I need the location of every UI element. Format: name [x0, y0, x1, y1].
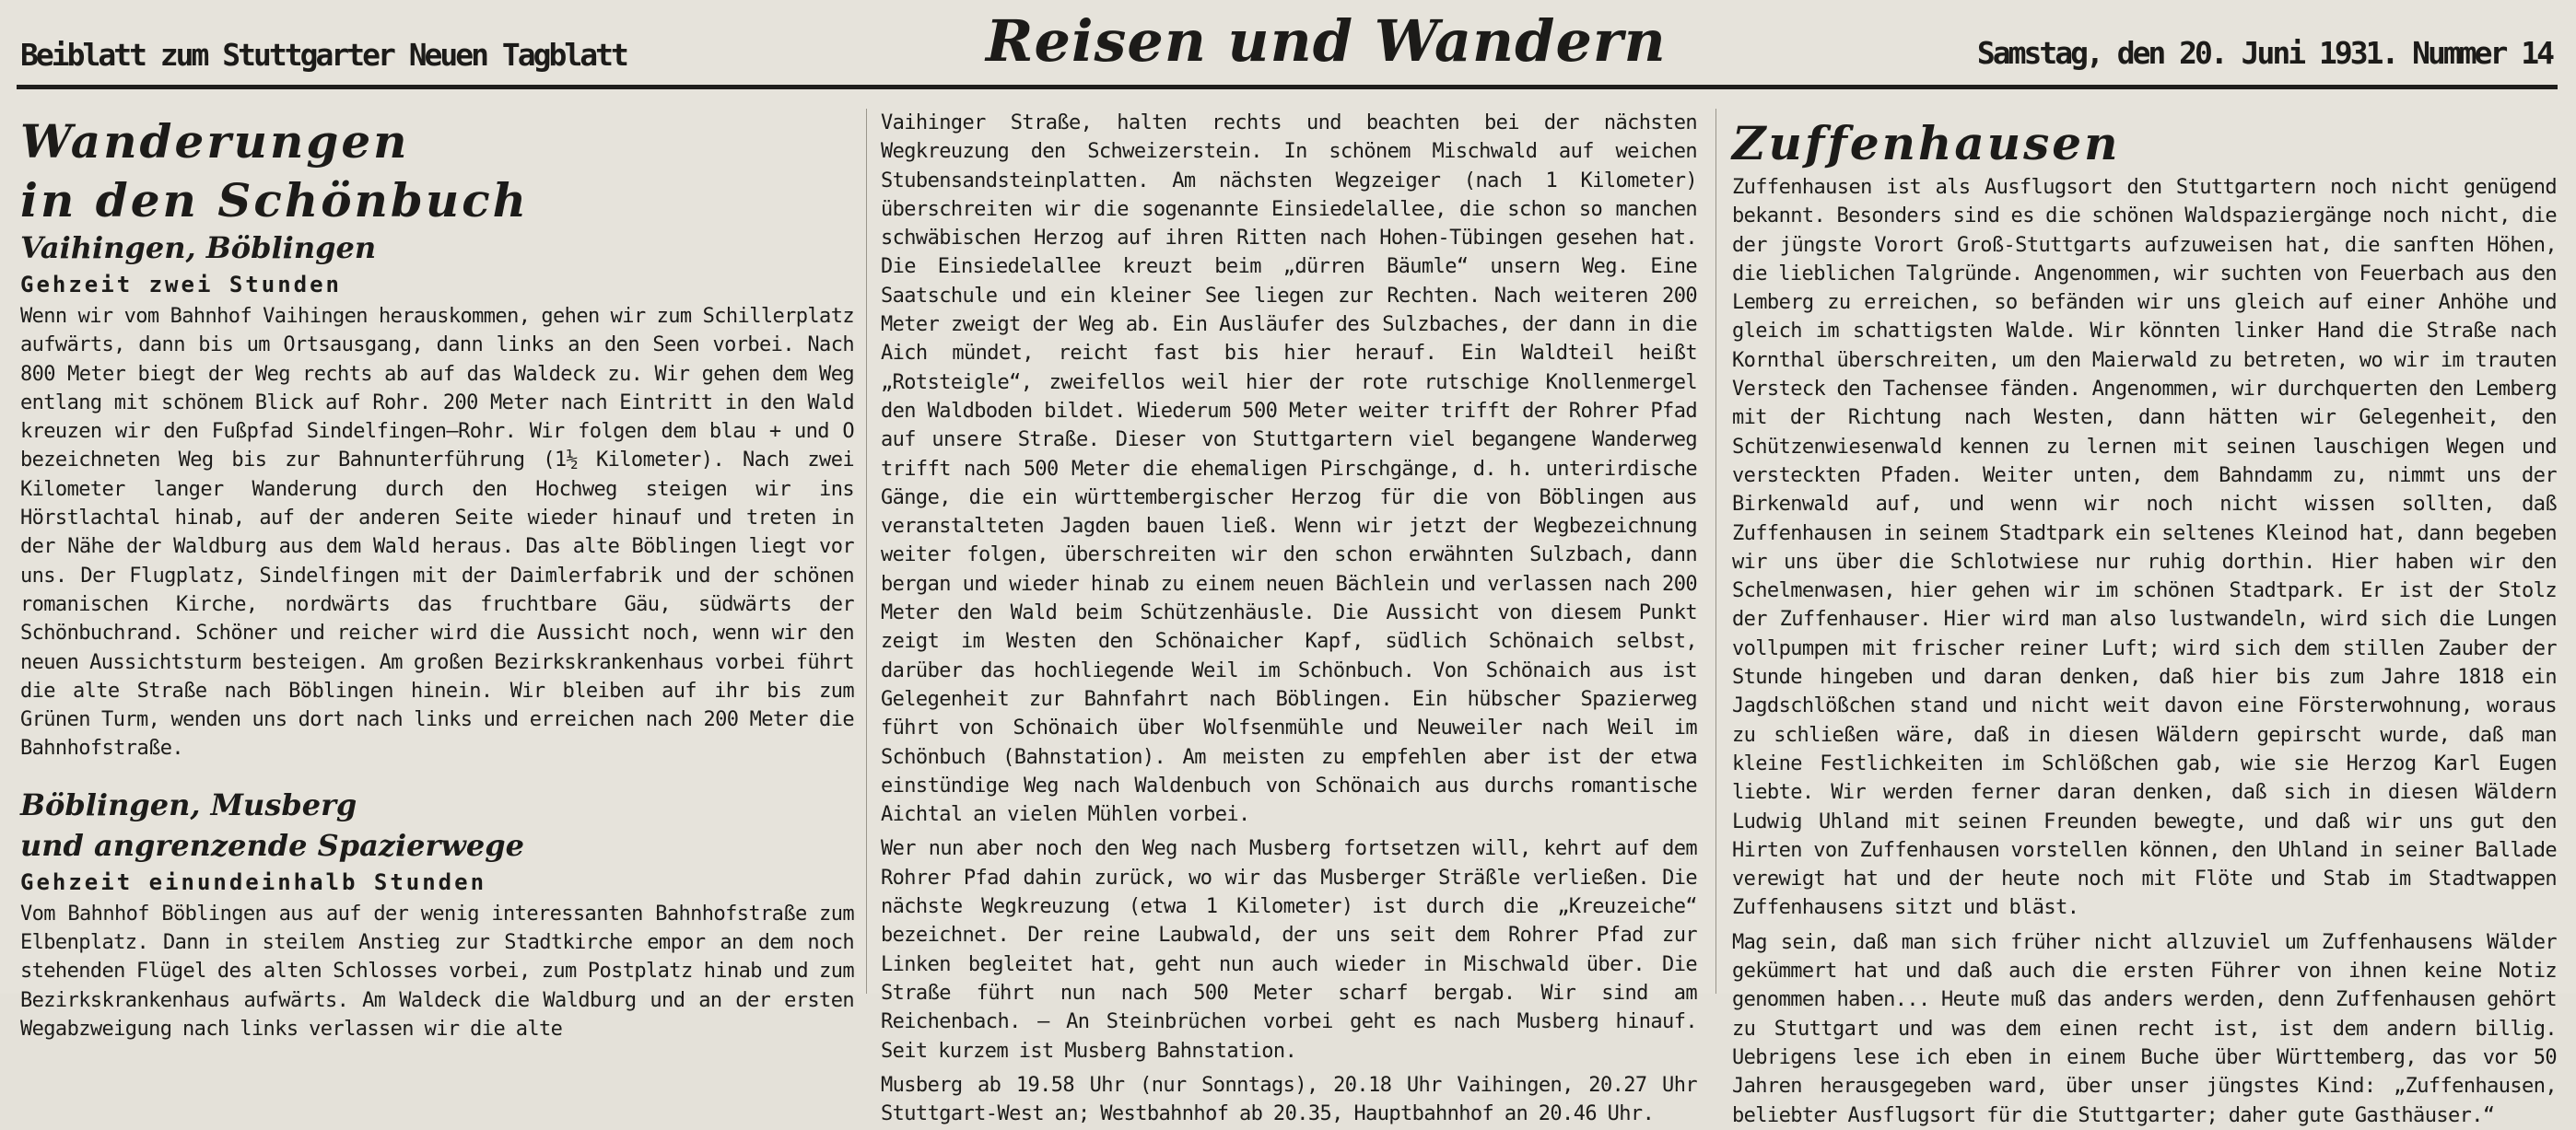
column-divider — [866, 109, 867, 994]
timetable-text: Musberg ab 19.58 Uhr (nur Sonntags), 20.18 Uhr Vaihingen, 20.27 Uhr Stuttgart-West an; Westbahnhof ab 20.35, Hauptbahnhof an 20.46 Uhr. — [881, 1073, 1697, 1126]
route-description: Vom Bahnhof Böblingen aus auf der wenig interessanten Bahnhofstraße zum Elbenplatz. Dann in steilem Anstieg zur Stadtkirche empor an dem noch stehenden Flügel des alten Schlosses vorbei, zum Postplatz hinab und zum Bezirkskrankenhaus aufwärts. Am Waldeck die Waldburg und an der ersten Wegabzweigung nach links verlassen wir die alte — [20, 902, 854, 1041]
supplement-label: Beiblatt zum Stuttgarter Neuen Tagblatt — [20, 37, 626, 73]
column-left — [20, 109, 854, 1041]
article-headline: Wanderungen — [20, 114, 410, 169]
walking-time: Gehzeit einundeinhalb Stunden — [20, 868, 487, 895]
route-description: Vaihinger Straße, halten rechts und beachten bei der nächsten Wegkreuzung den Schweizerstein. In schönem Mischwald auf weichen Stubensandsteinplatten. Am nächsten Wegzeiger (nach 1 Kilometer) überschreiten wir die sogenannte Einsiedelallee, die schon so manchen schwäbischen Herzog auf ihren Ritten nach Hohen-Tübingen gesehen hat. Die Einsiedelallee kreuzt beim „dürren Bäumle“ unsern Weg. Eine Saatschule und ein kleiner See liegen zur Rechten. Nach weiteren 200 Meter zweigt der Weg ab. Ein Ausläufer des Sulzbaches, der dann in die Aich mündet, reicht fast bis hier herauf. Ein Waldteil heißt „Rotsteigle“, zweifellos weil hier der rote rutschige Knollenmergel den Waldboden bildet. Wiederum 500 Meter weiter trifft der Rohrer Pfad auf unsere Straße. Dieser von Stuttgartern viel begangene Wanderweg trifft nach 500 Meter die ehemaligen Pirschgänge, d. h. unterirdische Gänge, die ein württembergischer Herzog für die von Böblingen aus veranstalteten Jagden bauen ließ. Wenn wir jetzt der Wegbezeichnung weiter folgen, überschreiten wir den schon erwähnten Sulzbach, dann bergan und wieder hinab zu einem neuen Bächlein und verlassen nach 200 Meter den Wald beim Schützenhäusle. Die Aussicht von diesem Punkt zeigt im Westen den Schönaicher Kapf, südlich Schönaich selbst, darüber das hochliegende Weil im Schönbuch. Von Schönaich aus ist Gelegenheit zur Bahnfahrt nach Böblingen. Ein hübscher Spazierweg führt von Schönaich über Wolfsenmühle und Neuweiler nach Weil im Schönbuch (Bahnstation). Am meisten zu empfehlen aber ist der etwa einstündige Weg nach Waldenbuch von Schönaich aus durchs romantische Aichtal an vielen Mühlen vorbei. — [881, 111, 1697, 827]
walking-time: Gehzeit zwei Stunden — [20, 272, 342, 297]
masthead-rule — [17, 85, 2558, 89]
route-title: Vaihingen, Böblingen — [20, 230, 377, 265]
route-description: Wenn wir vom Bahnhof Vaihingen herauskommen, gehen wir zum Schillerplatz aufwärts, dann bis um Ortsausgang, dann links an den Seen vorbei. Nach 800 Meter biegt der Weg rechts ab auf das Waldeck zu. Wir gehen dem Weg entlang mit schönem Blick auf Rohr. 200 Meter nach Eintritt in den Wald kreuzen wir den Fußpfad Sindelfingen—Rohr. Wir folgen dem blau + und O bezeichneten Weg bis zur Bahnunterführung (1½ Kilometer). Nach zwei Kilometer langer Wanderung durch den Hochweg steigen wir ins Hörstlachtal hinab, auf der anderen Seite wieder hinauf und treten in der Nähe der Waldburg aus dem Wald heraus. Das alte Böblingen liegt vor uns. Der Flugplatz, Sindelfingen mit der Daimlerfabrik und der schönen romanischen Kirche, nordwärts das fruchtbare Gäu, südwärts der Schönbuchrand. Schöner und reicher wird die Aussicht noch, wenn wir den neuen Aussichtsturm besteigen. Am großen Bezirkskrankenhaus vorbei führt die alte Straße nach Böblingen hinein. Wir bleiben auf ihr bis zum Grünen Turm, wenden uns dort nach links und erreichen nach 200 Meter die Bahnhofstraße. — [20, 305, 854, 761]
article-paragraph: Mag sein, daß man sich früher nicht allzuviel um Zuffenhausens Wälder gekümmert hat und daß auch die ersten Führer von ihnen keine Notiz genommen haben... Heute muß das anders werden, denn Zuffenhausen gehört zu Stuttgart und was dem einen recht ist, ist dem andern billig. Uebrigens lese ich eben in einem Buche über Württemberg, das vor 50 Jahren herausgegeben ward, über unser jüngstes Kind: „Zuffenhausen, beliebter Ausflugsort für die Stuttgarter; daher gute Gasthäuser.“ — [1732, 930, 2557, 1127]
route-title: und angrenzende Spazierwege — [20, 827, 524, 863]
column-divider — [1715, 109, 1716, 994]
route-title: Böblingen, Musberg — [20, 786, 357, 822]
column-right — [1732, 109, 2557, 1127]
issue-date: Samstag, den 20. Juni 1931. Nummer 14 — [1976, 35, 2552, 71]
route-description: Wer nun aber noch den Weg nach Musberg fortsetzen will, kehrt auf dem Rohrer Pfad dahin zurück, wo wir das Musberger Sträßle verließen. Die nächste Wegkreuzung (etwa 1 Kilometer) ist durch die „Kreuzeiche“ bezeichnet. Der reine Laubwald, der uns seit dem Rohrer Pfad zur Linken begleitet hat, geht nun auch wieder in Mischwald über. Die Straße führt nun nach 500 Meter scharf bergab. Wir sind am Reichenbach. — An Steinbrüchen vorbei geht es nach Musberg hinauf. Seit kurzem ist Musberg Bahnstation. — [881, 837, 1697, 1063]
article-headline: in den Schönbuch — [20, 173, 530, 227]
masthead — [0, 0, 2576, 88]
article-headline: Zuffenhausen — [1732, 116, 2121, 170]
article-paragraph: Zuffenhausen ist als Ausflugsort den Stuttgartern noch nicht genügend bekannt. Besonders sind es die schönen Waldspaziergänge noch nicht, die der jüngste Vorort Groß-Stuttgarts aufzuweisen hat, die sanften Höhen, die lieblichen Talgründe. Angenommen, wir suchten von Feuerbach aus den Lemberg zu erreichen, so befänden wir uns gleich auf einer Anhöhe und gleich im schattigsten Walde. Wir könnten linker Hand die Straße nach Kornthal überschreiten, um den Maierwald zu betreten, wo wir im trauten Versteck den Tachensee fänden. Angenommen, wir durchquerten den Lemberg mit der Richtung nach Westen, dann hätten wir Gelegenheit, den Schützenwiesenwald kennen zu lernen mit seinen lauschigen Wegen und versteckten Pfaden. Weiter unten, dem Bahndamm zu, nimmt uns der Birkenwald auf, und wenn wir noch nicht wissen sollten, daß Zuffenhausen in seinem Stadtpark ein seltenes Kleinod hat, dann begeben wir uns über die Schlotwiese nur ruhig dorthin. Hier haben wir den Schelmenwasen, hier gehen wir im schönen Stadtpark. Er ist der Stolz der Zuffenhauser. Hier wird man also lustwandeln, wird sich die Lungen vollpumpen mit frischer reiner Luft; wird sich dem stillen Zauber der Stunde hingeben und daran denken, daß hier bis zum Jahre 1818 ein Jagdschlößchen stand und nicht weit davon eine Försterwohnung, woraus zu schließen wäre, daß in diesen Wäldern gepirscht wurde, daß man kleine Festlichkeiten im Schlößchen gab, wie sie Herzog Karl Eugen liebte. Wir werden ferner daran denken, daß sich in diesen Wäldern Ludwig Uhland mit seinen Freunden bewegte, und daß wir uns gut den Hirten von Zuffenhausen vorstellen können, den Uhland in seiner Ballade verewigt hat und der heute noch mit Flöte und Stab im Stadtwappen Zuffenhausens sitzt und bläst. — [1732, 176, 2557, 920]
spacer — [20, 769, 854, 787]
column-middle — [881, 109, 1697, 1126]
section-title: Reisen und Wandern — [986, 7, 1667, 75]
